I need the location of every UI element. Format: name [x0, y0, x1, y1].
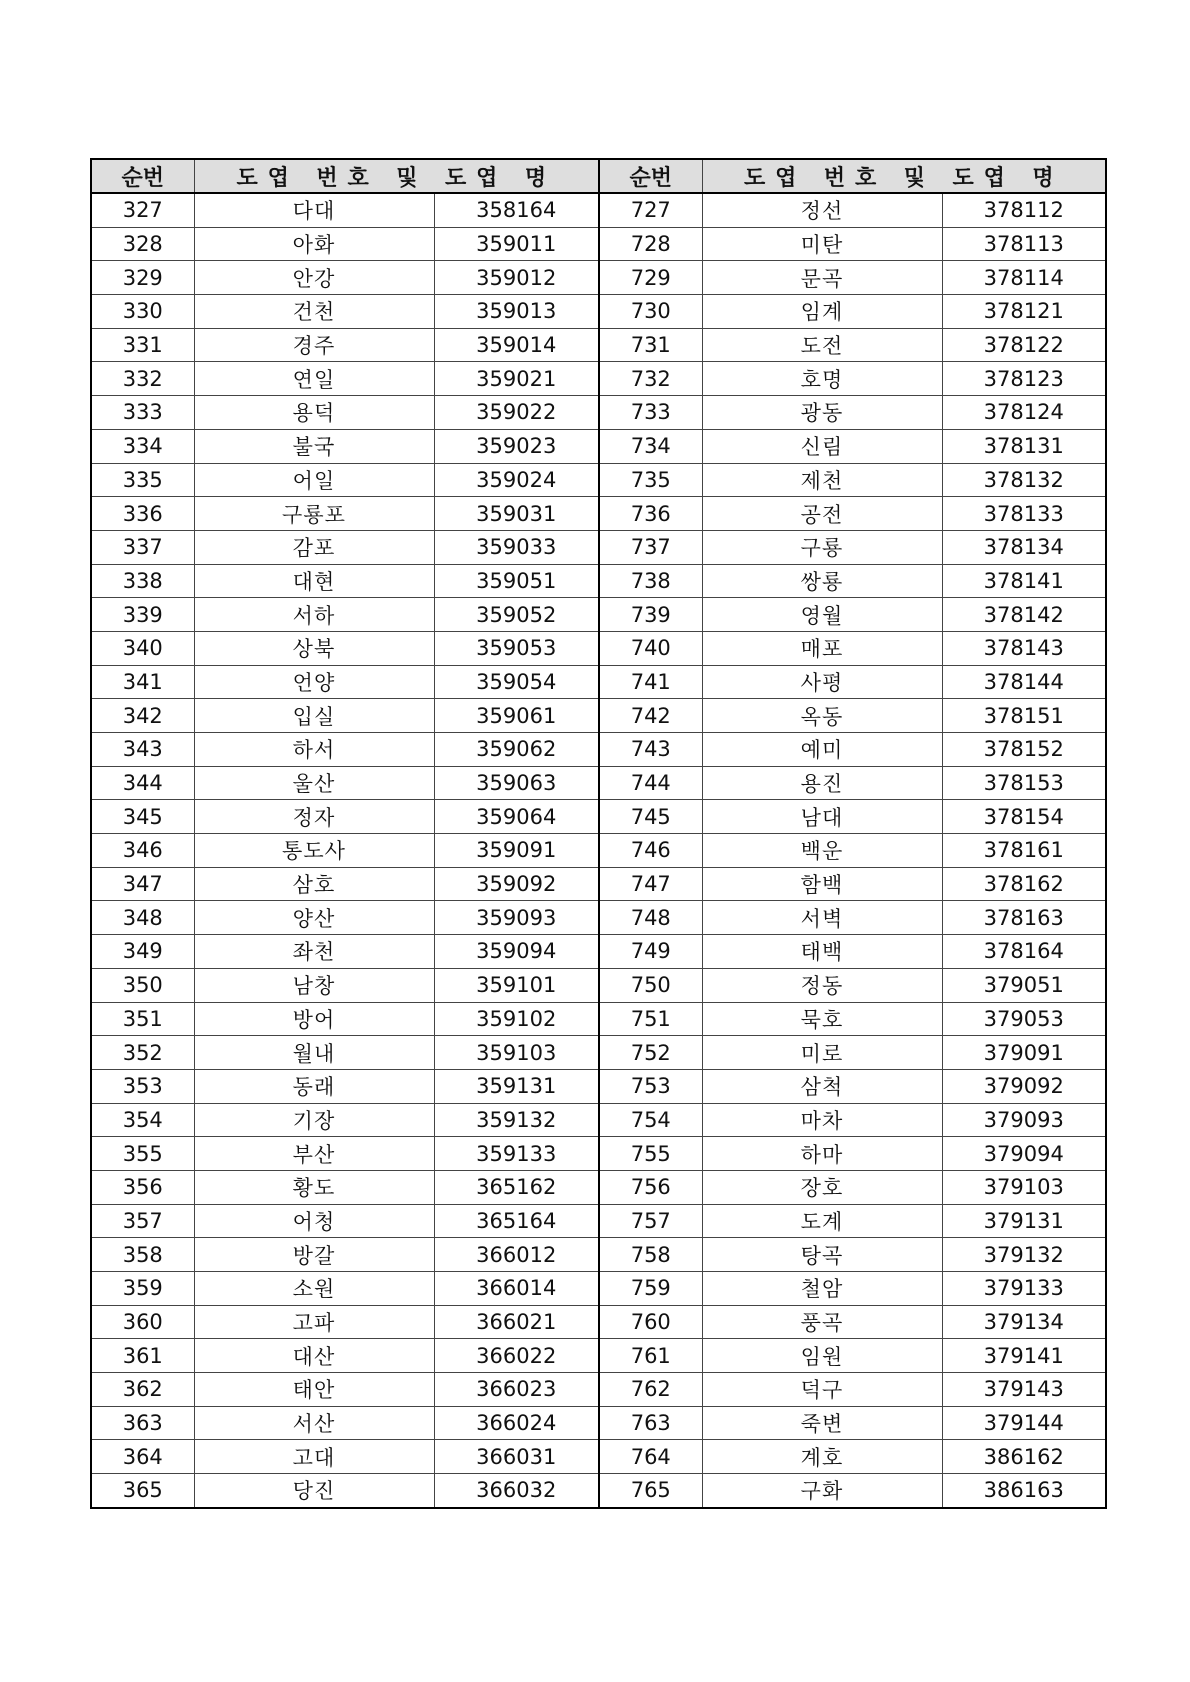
sheet-code-left: 366014 — [434, 1272, 599, 1306]
sheet-code-right: 378153 — [942, 766, 1106, 800]
sheet-code-left: 359102 — [434, 1002, 599, 1036]
sheet-code-left: 359031 — [434, 497, 599, 531]
seq-right: 745 — [599, 800, 702, 834]
seq-right: 746 — [599, 834, 702, 868]
table-row — [91, 193, 1106, 227]
table-row — [91, 1339, 1106, 1373]
table-row — [91, 834, 1106, 868]
seq-left: 341 — [91, 665, 194, 699]
sheet-name-left: 감포 — [194, 530, 434, 564]
table-body — [91, 193, 1106, 1508]
seq-left: 358 — [91, 1238, 194, 1272]
seq-left: 360 — [91, 1305, 194, 1339]
sheet-name-right: 삼척 — [702, 1069, 942, 1103]
seq-right: 742 — [599, 699, 702, 733]
seq-right: 754 — [599, 1103, 702, 1137]
seq-left: 353 — [91, 1069, 194, 1103]
sheet-code-right: 378152 — [942, 733, 1106, 767]
seq-left: 335 — [91, 463, 194, 497]
table-row — [91, 1305, 1106, 1339]
sheet-code-left: 365162 — [434, 1170, 599, 1204]
sheet-code-right: 378122 — [942, 328, 1106, 362]
sheet-name-right: 함백 — [702, 867, 942, 901]
seq-left: 332 — [91, 362, 194, 396]
sheet-name-right: 백운 — [702, 834, 942, 868]
seq-left: 331 — [91, 328, 194, 362]
sheet-name-right: 매포 — [702, 631, 942, 665]
sheet-name-right: 영월 — [702, 598, 942, 632]
sheet-code-left: 359013 — [434, 295, 599, 329]
sheet-name-left: 연일 — [194, 362, 434, 396]
sheet-name-right: 미탄 — [702, 227, 942, 261]
sheet-name-right: 도전 — [702, 328, 942, 362]
sheet-code-right: 378131 — [942, 429, 1106, 463]
seq-header-right: 순번 — [599, 159, 702, 193]
sheet-name-left: 방어 — [194, 1002, 434, 1036]
seq-right: 747 — [599, 867, 702, 901]
sheet-name-right: 예미 — [702, 733, 942, 767]
sheet-code-right: 378151 — [942, 699, 1106, 733]
seq-left: 365 — [91, 1474, 194, 1508]
seq-left: 336 — [91, 497, 194, 531]
seq-right: 734 — [599, 429, 702, 463]
sheet-code-left: 359091 — [434, 834, 599, 868]
table-row — [91, 564, 1106, 598]
sheet-name-left: 고파 — [194, 1305, 434, 1339]
sheet-code-right: 378113 — [942, 227, 1106, 261]
table-row — [91, 665, 1106, 699]
table-row — [91, 1036, 1106, 1070]
sheet-name-right: 마차 — [702, 1103, 942, 1137]
sheet-code-left: 366021 — [434, 1305, 599, 1339]
sheet-name-right: 제천 — [702, 463, 942, 497]
seq-left: 359 — [91, 1272, 194, 1306]
sheet-code-left: 366023 — [434, 1373, 599, 1407]
table-row — [91, 1103, 1106, 1137]
table-row — [91, 396, 1106, 430]
sheet-name-left: 소원 — [194, 1272, 434, 1306]
sheet-code-left: 359053 — [434, 631, 599, 665]
table-row — [91, 968, 1106, 1002]
seq-left: 354 — [91, 1103, 194, 1137]
sheet-code-left: 359131 — [434, 1069, 599, 1103]
seq-right: 740 — [599, 631, 702, 665]
sheet-name-left: 어일 — [194, 463, 434, 497]
seq-left: 333 — [91, 396, 194, 430]
sheet-code-left: 359023 — [434, 429, 599, 463]
sheet-code-left: 359051 — [434, 564, 599, 598]
seq-right: 760 — [599, 1305, 702, 1339]
table-row — [91, 362, 1106, 396]
sheet-code-right: 379134 — [942, 1305, 1106, 1339]
sheet-name-right: 정동 — [702, 968, 942, 1002]
sheet-code-left: 359132 — [434, 1103, 599, 1137]
sheet-code-left: 359011 — [434, 227, 599, 261]
seq-right: 765 — [599, 1474, 702, 1508]
seq-left: 345 — [91, 800, 194, 834]
sheet-code-left: 359054 — [434, 665, 599, 699]
sheet-name-right: 미로 — [702, 1036, 942, 1070]
seq-header-left: 순번 — [91, 159, 194, 193]
sheet-code-left: 359101 — [434, 968, 599, 1002]
sheet-code-right: 386163 — [942, 1474, 1106, 1508]
sheet-name-right: 구룡 — [702, 530, 942, 564]
sheet-code-left: 359033 — [434, 530, 599, 564]
sheet-code-right: 379091 — [942, 1036, 1106, 1070]
seq-right: 727 — [599, 193, 702, 227]
sheet-name-left: 언양 — [194, 665, 434, 699]
sheet-name-right: 계호 — [702, 1440, 942, 1474]
seq-left: 337 — [91, 530, 194, 564]
header-row — [91, 159, 1106, 193]
table-row — [91, 1238, 1106, 1272]
sheet-code-right: 386162 — [942, 1440, 1106, 1474]
sheet-name-right: 신림 — [702, 429, 942, 463]
seq-right: 749 — [599, 935, 702, 969]
seq-right: 731 — [599, 328, 702, 362]
sheet-name-left: 서산 — [194, 1406, 434, 1440]
seq-right: 736 — [599, 497, 702, 531]
seq-left: 355 — [91, 1137, 194, 1171]
table-row — [91, 1204, 1106, 1238]
seq-left: 342 — [91, 699, 194, 733]
sheet-code-left: 359094 — [434, 935, 599, 969]
table-row — [91, 429, 1106, 463]
sheet-name-left: 부산 — [194, 1137, 434, 1171]
sheet-name-left: 고대 — [194, 1440, 434, 1474]
sheet-name-left: 양산 — [194, 901, 434, 935]
seq-left: 344 — [91, 766, 194, 800]
sheet-code-left: 359021 — [434, 362, 599, 396]
table-row — [91, 766, 1106, 800]
sheet-code-right: 378112 — [942, 193, 1106, 227]
sheet-code-left: 359133 — [434, 1137, 599, 1171]
table-row — [91, 463, 1106, 497]
sheet-name-right: 사평 — [702, 665, 942, 699]
table-row — [91, 530, 1106, 564]
sheet-code-right: 379092 — [942, 1069, 1106, 1103]
seq-right: 743 — [599, 733, 702, 767]
sheet-name-left: 건천 — [194, 295, 434, 329]
seq-left: 356 — [91, 1170, 194, 1204]
seq-right: 730 — [599, 295, 702, 329]
sheet-name-right: 정선 — [702, 193, 942, 227]
sheet-code-left: 359012 — [434, 261, 599, 295]
sheet-name-left: 상북 — [194, 631, 434, 665]
seq-right: 759 — [599, 1272, 702, 1306]
sheet-name-right: 장호 — [702, 1170, 942, 1204]
sheet-code-left: 359064 — [434, 800, 599, 834]
seq-left: 349 — [91, 935, 194, 969]
seq-left: 361 — [91, 1339, 194, 1373]
sheet-code-left: 366031 — [434, 1440, 599, 1474]
sheet-code-left: 359093 — [434, 901, 599, 935]
sheet-name-left: 아화 — [194, 227, 434, 261]
seq-left: 346 — [91, 834, 194, 868]
seq-left: 363 — [91, 1406, 194, 1440]
sheet-name-left: 태안 — [194, 1373, 434, 1407]
table-row — [91, 1474, 1106, 1508]
sheet-name-left: 구룡포 — [194, 497, 434, 531]
sheet-code-right: 378163 — [942, 901, 1106, 935]
sheet-name-left: 남창 — [194, 968, 434, 1002]
sheet-code-left: 359024 — [434, 463, 599, 497]
seq-right: 732 — [599, 362, 702, 396]
table-row — [91, 1373, 1106, 1407]
sheet-name-left: 좌천 — [194, 935, 434, 969]
sheet-name-left: 경주 — [194, 328, 434, 362]
sheet-code-right: 378142 — [942, 598, 1106, 632]
sheet-code-right: 378123 — [942, 362, 1106, 396]
sheet-name-right: 죽변 — [702, 1406, 942, 1440]
sheet-name-right: 구화 — [702, 1474, 942, 1508]
sheet-code-right: 379051 — [942, 968, 1106, 1002]
table-row — [91, 1069, 1106, 1103]
sheet-name-left: 정자 — [194, 800, 434, 834]
sheet-name-right: 철암 — [702, 1272, 942, 1306]
seq-right: 763 — [599, 1406, 702, 1440]
sheet-code-right: 378162 — [942, 867, 1106, 901]
sheet-name-right: 쌍룡 — [702, 564, 942, 598]
sheet-code-left: 359063 — [434, 766, 599, 800]
seq-right: 755 — [599, 1137, 702, 1171]
table-row — [91, 1406, 1106, 1440]
seq-left: 334 — [91, 429, 194, 463]
sheet-name-left: 월내 — [194, 1036, 434, 1070]
table-row — [91, 261, 1106, 295]
seq-right: 748 — [599, 901, 702, 935]
seq-right: 761 — [599, 1339, 702, 1373]
sheet-code-right: 378133 — [942, 497, 1106, 531]
sheet-code-right: 379141 — [942, 1339, 1106, 1373]
seq-left: 327 — [91, 193, 194, 227]
seq-left: 328 — [91, 227, 194, 261]
table-row — [91, 328, 1106, 362]
seq-right: 733 — [599, 396, 702, 430]
seq-left: 351 — [91, 1002, 194, 1036]
seq-right: 762 — [599, 1373, 702, 1407]
sheet-name-right: 호명 — [702, 362, 942, 396]
sheet-code-left: 358164 — [434, 193, 599, 227]
sheet-code-right: 378121 — [942, 295, 1106, 329]
seq-right: 729 — [599, 261, 702, 295]
sheet-name-left: 대현 — [194, 564, 434, 598]
seq-right: 739 — [599, 598, 702, 632]
sheet-name-right: 하마 — [702, 1137, 942, 1171]
sheet-name-right: 광동 — [702, 396, 942, 430]
sheet-name-left: 입실 — [194, 699, 434, 733]
sheet-code-right: 379131 — [942, 1204, 1106, 1238]
seq-right: 750 — [599, 968, 702, 1002]
seq-left: 338 — [91, 564, 194, 598]
sheet-code-left: 359052 — [434, 598, 599, 632]
sheet-code-right: 379144 — [942, 1406, 1106, 1440]
table-row — [91, 901, 1106, 935]
sheet-name-right: 문곡 — [702, 261, 942, 295]
sheet-code-right: 378134 — [942, 530, 1106, 564]
seq-left: 329 — [91, 261, 194, 295]
sheet-code-right: 379143 — [942, 1373, 1106, 1407]
sheet-name-right: 남대 — [702, 800, 942, 834]
seq-left: 352 — [91, 1036, 194, 1070]
sheet-name-left: 당진 — [194, 1474, 434, 1508]
table-row — [91, 631, 1106, 665]
map-info-header-left: 도엽 번호 및 도엽 명 — [194, 159, 599, 193]
sheet-code-left: 366022 — [434, 1339, 599, 1373]
table-row — [91, 1137, 1106, 1171]
sheet-name-right: 용진 — [702, 766, 942, 800]
table-row — [91, 295, 1106, 329]
seq-right: 752 — [599, 1036, 702, 1070]
table-row — [91, 1170, 1106, 1204]
sheet-name-left: 다대 — [194, 193, 434, 227]
seq-left: 343 — [91, 733, 194, 767]
sheet-name-right: 덕구 — [702, 1373, 942, 1407]
sheet-code-right: 379133 — [942, 1272, 1106, 1306]
sheet-name-right: 풍곡 — [702, 1305, 942, 1339]
sheet-code-left: 366032 — [434, 1474, 599, 1508]
sheet-name-right: 공전 — [702, 497, 942, 531]
table-row — [91, 1440, 1106, 1474]
seq-right: 744 — [599, 766, 702, 800]
sheet-code-left: 366024 — [434, 1406, 599, 1440]
seq-right: 738 — [599, 564, 702, 598]
sheet-code-left: 359092 — [434, 867, 599, 901]
sheet-code-left: 359014 — [434, 328, 599, 362]
sheet-code-right: 378154 — [942, 800, 1106, 834]
sheet-name-left: 통도사 — [194, 834, 434, 868]
map-sheet-table — [90, 158, 1107, 1509]
table-row — [91, 598, 1106, 632]
sheet-code-right: 378124 — [942, 396, 1106, 430]
sheet-name-right: 묵호 — [702, 1002, 942, 1036]
seq-right: 753 — [599, 1069, 702, 1103]
seq-left: 362 — [91, 1373, 194, 1407]
seq-right: 735 — [599, 463, 702, 497]
sheet-name-right: 도계 — [702, 1204, 942, 1238]
sheet-name-left: 용덕 — [194, 396, 434, 430]
sheet-code-left: 359061 — [434, 699, 599, 733]
table-row — [91, 935, 1106, 969]
seq-left: 347 — [91, 867, 194, 901]
seq-left: 340 — [91, 631, 194, 665]
table-row — [91, 733, 1106, 767]
seq-left: 339 — [91, 598, 194, 632]
sheet-code-left: 366012 — [434, 1238, 599, 1272]
table-row — [91, 800, 1106, 834]
seq-right: 737 — [599, 530, 702, 564]
sheet-name-right: 옥동 — [702, 699, 942, 733]
sheet-code-left: 359103 — [434, 1036, 599, 1070]
sheet-name-right: 태백 — [702, 935, 942, 969]
sheet-code-left: 365164 — [434, 1204, 599, 1238]
sheet-name-left: 방갈 — [194, 1238, 434, 1272]
seq-right: 751 — [599, 1002, 702, 1036]
seq-left: 330 — [91, 295, 194, 329]
seq-right: 757 — [599, 1204, 702, 1238]
sheet-name-left: 대산 — [194, 1339, 434, 1373]
table-row — [91, 227, 1106, 261]
sheet-code-right: 379053 — [942, 1002, 1106, 1036]
sheet-name-left: 하서 — [194, 733, 434, 767]
table-row — [91, 699, 1106, 733]
sheet-name-left: 어청 — [194, 1204, 434, 1238]
sheet-code-right: 379132 — [942, 1238, 1106, 1272]
sheet-name-left: 삼호 — [194, 867, 434, 901]
sheet-name-left: 기장 — [194, 1103, 434, 1137]
sheet-name-left: 울산 — [194, 766, 434, 800]
seq-right: 756 — [599, 1170, 702, 1204]
table-row — [91, 1272, 1106, 1306]
sheet-name-left: 불국 — [194, 429, 434, 463]
sheet-code-right: 379094 — [942, 1137, 1106, 1171]
seq-right: 741 — [599, 665, 702, 699]
sheet-name-left: 동래 — [194, 1069, 434, 1103]
sheet-name-left: 황도 — [194, 1170, 434, 1204]
map-info-header-right: 도엽 번호 및 도엽 명 — [702, 159, 1106, 193]
sheet-code-right: 378114 — [942, 261, 1106, 295]
seq-left: 357 — [91, 1204, 194, 1238]
sheet-code-right: 378164 — [942, 935, 1106, 969]
sheet-code-right: 379103 — [942, 1170, 1106, 1204]
table-row — [91, 1002, 1106, 1036]
seq-right: 728 — [599, 227, 702, 261]
sheet-name-left: 서하 — [194, 598, 434, 632]
seq-left: 350 — [91, 968, 194, 1002]
table-row — [91, 867, 1106, 901]
sheet-code-left: 359062 — [434, 733, 599, 767]
seq-right: 758 — [599, 1238, 702, 1272]
sheet-name-right: 임계 — [702, 295, 942, 329]
sheet-code-left: 359022 — [434, 396, 599, 430]
sheet-code-right: 378141 — [942, 564, 1106, 598]
table-row — [91, 497, 1106, 531]
sheet-code-right: 378161 — [942, 834, 1106, 868]
sheet-code-right: 378143 — [942, 631, 1106, 665]
sheet-name-left: 안강 — [194, 261, 434, 295]
seq-left: 348 — [91, 901, 194, 935]
sheet-code-right: 378144 — [942, 665, 1106, 699]
sheet-name-right: 서벽 — [702, 901, 942, 935]
sheet-name-right: 탕곡 — [702, 1238, 942, 1272]
seq-right: 764 — [599, 1440, 702, 1474]
sheet-name-right: 임원 — [702, 1339, 942, 1373]
sheet-code-right: 379093 — [942, 1103, 1106, 1137]
seq-left: 364 — [91, 1440, 194, 1474]
sheet-code-right: 378132 — [942, 463, 1106, 497]
